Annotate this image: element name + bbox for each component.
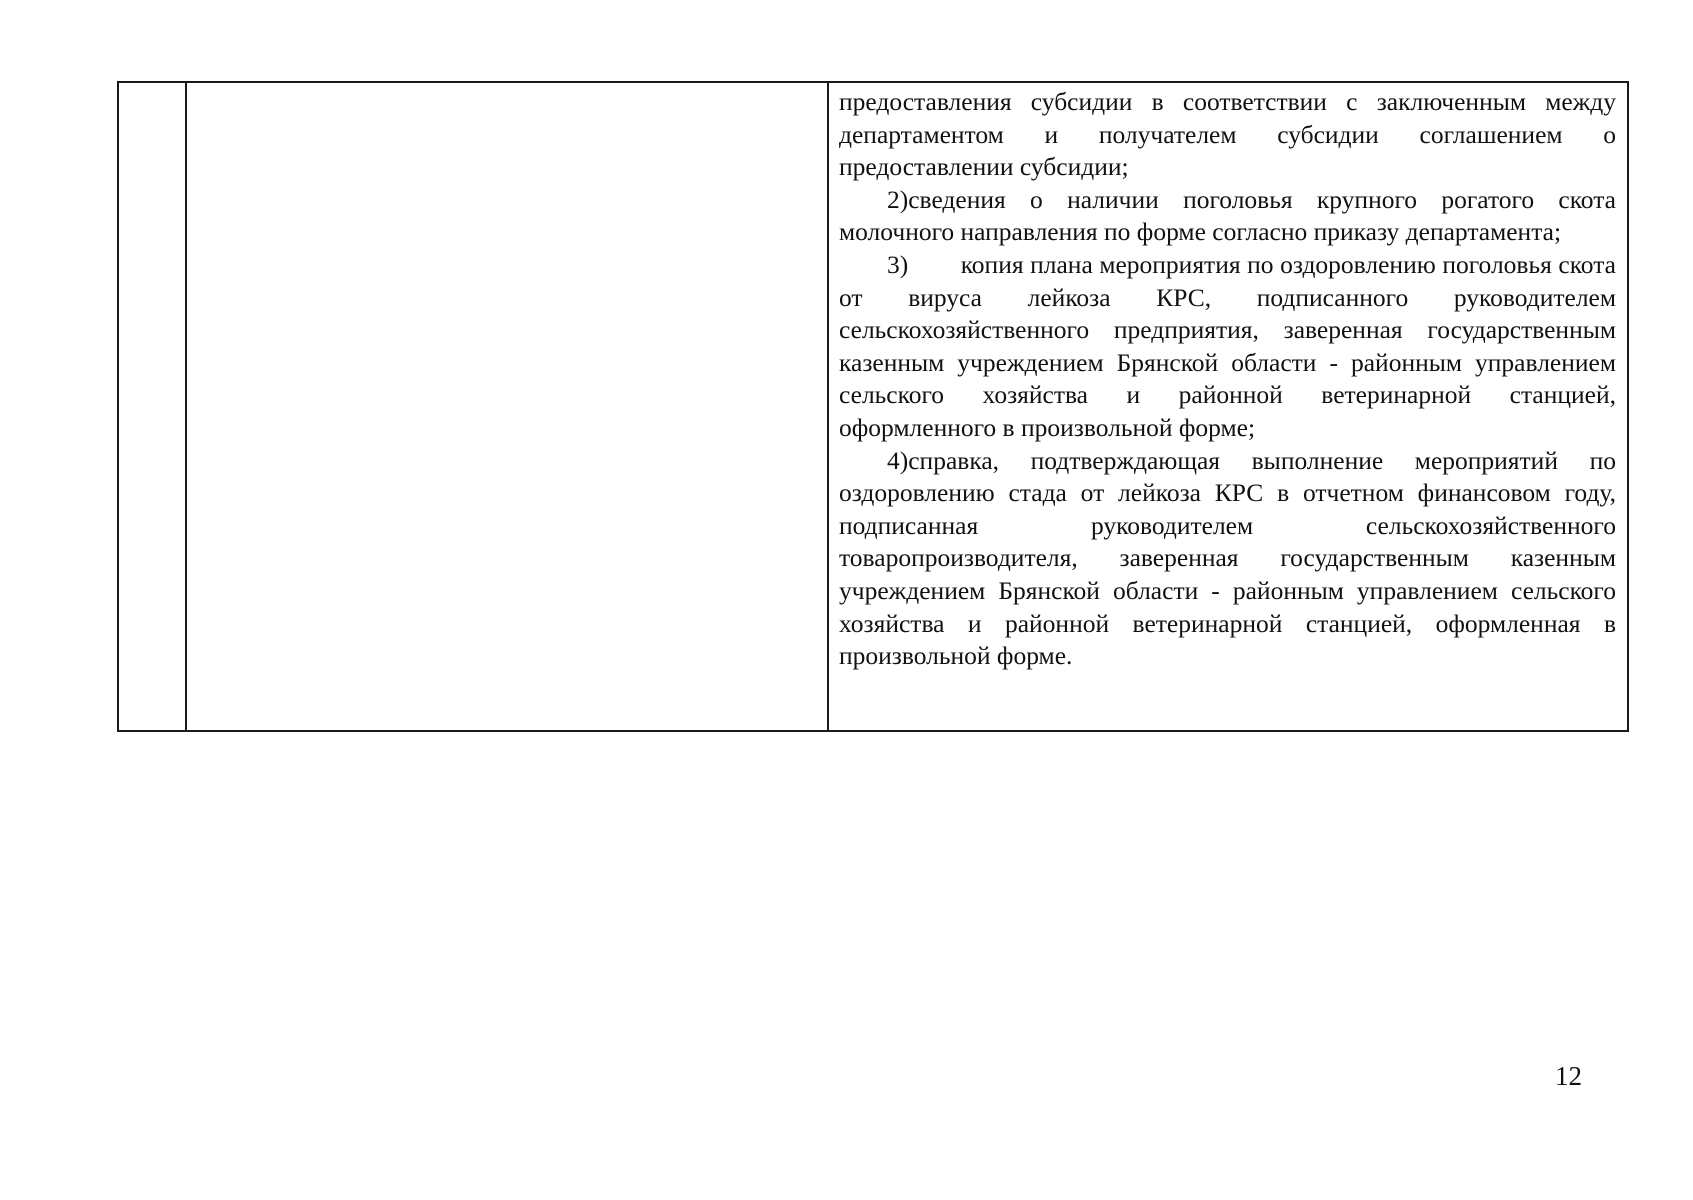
paragraph-item-4: 4)справка, подтверждающая выполнение мероприятий по оздоровлению стада от лейкоза КРС в отчетном финансовом году, подписанная руководителем сельскохозяйственного товаропроизводителя, заверенная государственным казенным учреждением Брянской области - районным управлением сельского хозяйства и районной ветеринарной станцией, оформленная в произвольной форме. [839, 445, 1616, 671]
paragraph-continuation: предоставления субсидии в соответствии с заключенным между департаментом и получателем субсидии соглашением о предоставлении субсидии; [839, 87, 1616, 182]
paragraph-item-2: 2)сведения о наличии поголовья крупного рогатого скота молочного направления по форме согласно приказу департамента; [839, 184, 1616, 247]
paragraph-item-3: 3) копия плана мероприятия по оздоровлению поголовья скота от вируса лейкоза КРС, подписанного руководителем сельскохозяйственного предприятия, заверенная государственным казенным учреждением Брянской области - районным управлением сельского хозяйства и районной ветеринарной станцией, оформленного в произвольной форме; [839, 249, 1623, 442]
document-table [117, 81, 1629, 732]
table-cell-name [186, 82, 828, 731]
table-row [118, 82, 1628, 731]
table-cell-number [118, 82, 186, 731]
table-cell-documents [828, 82, 1628, 731]
documents-text [829, 83, 1627, 673]
page-number: 12 [1555, 1061, 1582, 1091]
